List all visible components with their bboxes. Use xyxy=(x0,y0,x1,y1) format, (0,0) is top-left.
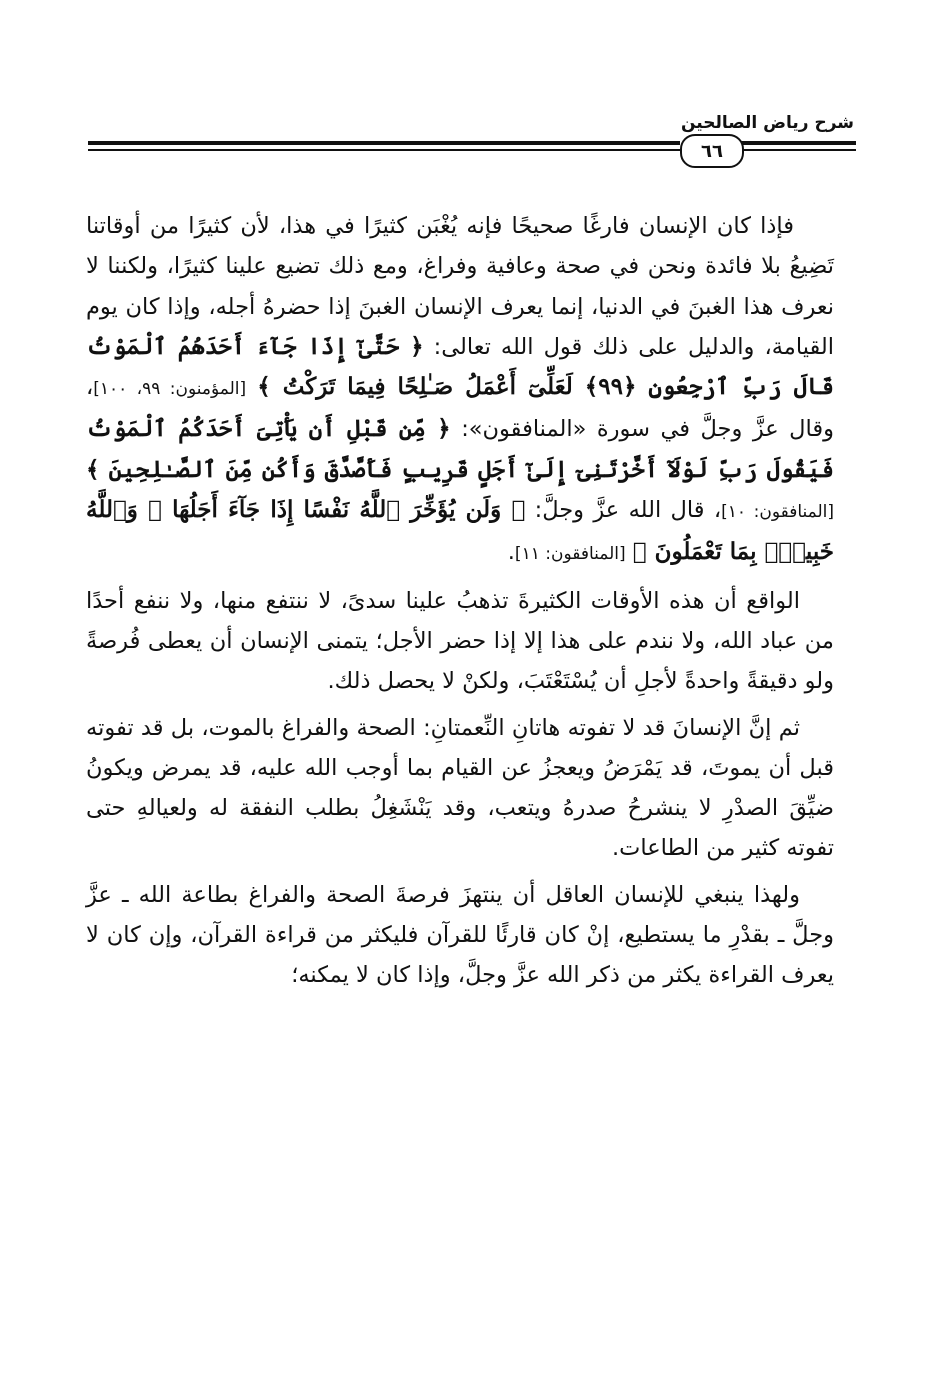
quran-verse-3: ﴿ وَلَن يُؤَخِّرَ ٱللَّهُ نَفْسًا إِذَا جَآءَ أَجَلُهَا ۚ وَٱللَّهُ خَبِيرٌۢ بِمَا تَعْمَلُونَ ﴾ xyxy=(86,496,834,566)
page-number-badge xyxy=(680,134,744,168)
page-number: ٦٦ xyxy=(701,140,723,162)
paragraph-1-intro: فإذا كان الإنسان فارغًا صحيحًا فإنه يُغْبَن كثيرًا في هذا، لأن كثيرًا من أوقاتنا تَضِيعُ بلا فائدة ونحن في صحة وعافية وفراغ، ومع ذلك تضيع علينا كثيرًا، ولكننا لا نعرف هذا الغبنَ في الدنيا، إنما يعرف الإنسان الغبنَ إذا حضرهُ أجله، وإذا كان يوم القيامة، والدليل على ذلك قول الله تعالى: xyxy=(86,213,834,360)
running-header-title: شرح رياض الصالحين xyxy=(680,113,854,133)
paragraph-3: ثم إنَّ الإنسانَ قد لا تفوته هاتانِ النِّعمتانِ: الصحة والفراغ بالموت، بل قد تفوته قبل أن يموتَ، قد يَمْرَضُ ويعجزُ عن القيام بما أوجب الله عليه، قد يمرض ويكونُ ضيِّقَ الصدْرِ لا ينشرحُ صدرهُ ويتعب، وقد يَنْشَغِلُ بطلب النفقة له ولعيالهِ حتى تفوته كثير من الطاعات. xyxy=(86,714,834,862)
paragraph-1-mid-2: ، قال الله عزَّ وجلَّ: xyxy=(534,497,722,524)
verse-citation-3: [المنافقون: ١١] xyxy=(514,544,626,565)
body-text xyxy=(86,206,834,1002)
paragraph-4: ولهذا ينبغي للإنسان العاقل أن ينتهزَ فرصةَ الصحة والفراغ بطاعة الله ـ عزَّ وجلَّ ـ بقدْرِ ما يستطيع، إنْ كان قارئًا للقرآن فليكثر من قراءة القرآن، وإن كان لا يعرف القراءة يكثر من ذكر الله عزَّ وجلَّ، وإذا كان لا يمكنه؛ xyxy=(86,881,834,989)
verse-citation-2: [المنافقون: ١٠] xyxy=(721,502,835,523)
quran-verse-1: ﴿ حَتَّىٰٓ إِذَا جَآءَ أَحَدَهُمُ ٱلْمَوْتُ قَالَ رَبِّ ٱرْجِعُونِ ﴿٩٩﴾ لَعَلِّىٓ أَعْمَلُ صَـٰلِحًا فِيمَا تَرَكْتُ ﴾ xyxy=(86,332,835,401)
header-rule-left xyxy=(88,141,680,145)
paragraph-1-mid-1: ، وقال عزَّ وجلَّ في سورة «المنافقون»: xyxy=(86,374,834,443)
paragraph-1 xyxy=(86,206,834,575)
paragraph-1-end: . xyxy=(507,539,515,566)
quran-verse-2: ﴿ مِّن قَبْلِ أَن يَأْتِىَ أَحَدَكُمُ ٱلْمَوْتُ فَيَقُولَ رَبِّ لَوْلَآ أَخَّرْتَنِىٓ إِلَىٰٓ أَجَلٍ قَرِيبٍ فَأَصَّدَّقَ وَأَكُن مِّنَ ٱلصَّـٰلِحِينَ ﴾ xyxy=(86,415,834,483)
verse-citation-1: [المؤمنون: ٩٩، ١٠٠] xyxy=(93,379,247,400)
paragraph-2: الواقع أن هذه الأوقات الكثيرةَ تذهبُ علينا سدىً، لا ننتفع منها، ولا ننفع أحدًا من عباد الله، ولا نندم على هذا إلا إذا حضر الأجل؛ يتمنى الإنسان أن يعطى فُرصةً ولو دقيقةً واحدةً لأجلِ أن يُسْتَعْتَبَ، ولكنْ لا يحصل ذلك. xyxy=(86,587,834,695)
header-rule-left-thin xyxy=(88,149,680,151)
